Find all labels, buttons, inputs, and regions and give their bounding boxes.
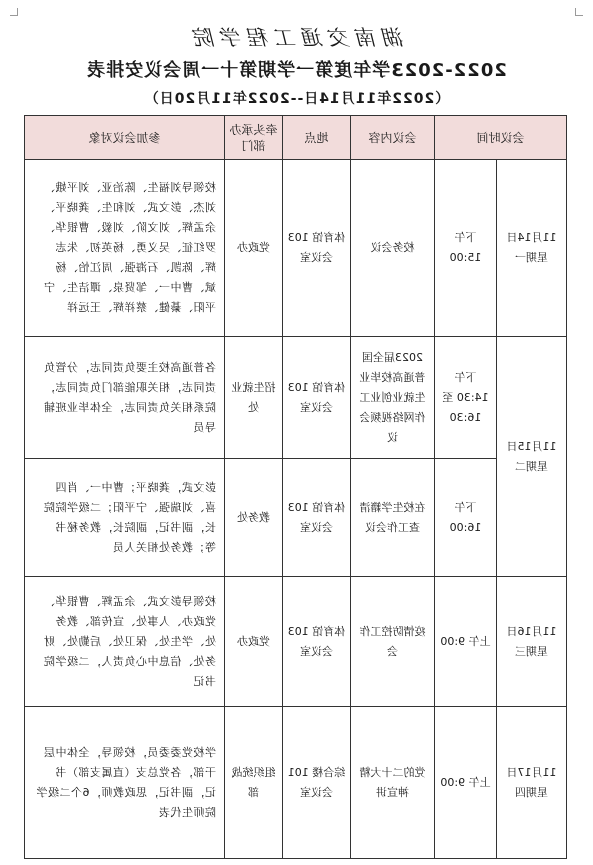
col-header-time: 会议时间 <box>434 116 566 160</box>
day-cell: 11月17日 星期四 <box>497 707 567 859</box>
col-header-dept: 牵头承办部门 <box>224 116 282 160</box>
dept-cell: 招生就业处 <box>224 337 282 459</box>
dept-cell: 党政办 <box>224 160 282 337</box>
table-row <box>24 577 566 707</box>
content-cell: 校务会议 <box>350 160 434 337</box>
location-cell: 综合楼 101 会议室 <box>282 707 350 859</box>
col-header-attendees: 参加会议对象 <box>24 116 224 160</box>
header-row <box>24 116 566 160</box>
dept-cell: 教务处 <box>224 459 282 577</box>
col-header-content: 会议内容 <box>350 116 434 160</box>
schedule-table <box>24 115 567 859</box>
dept-cell: 党政办 <box>224 577 282 707</box>
dept-cell: 组织统战部 <box>224 707 282 859</box>
table-row <box>24 337 566 459</box>
time-cell: 下午 15:00 <box>434 160 496 337</box>
day-cell: 11月14日 星期一 <box>497 160 567 337</box>
day-cell: 11月16日 星期三 <box>497 577 567 707</box>
table-row <box>24 459 566 577</box>
attendees-cell: 彭文武，龚晓平；曹中一、肖四喜、刘瑞强、宁平阳；二级学院院长，副书记，副院长，教务秘书等；教务处相关人员 <box>24 459 224 577</box>
date-range: （2022年11月14日--2022年11月20日） <box>143 91 450 107</box>
content-cell: 疫情防控工作会 <box>350 577 434 707</box>
location-cell: 体育馆 103 会议室 <box>282 577 350 707</box>
time-cell: 上午 9:00 <box>434 577 496 707</box>
attendees-cell: 各普通高校主要负责同志，分管负责同志，相关职能部门负责同志，院系相关负责同志，全体毕业班辅导员 <box>24 337 224 459</box>
table-row <box>24 707 566 859</box>
attendees-cell: 校领导彭文武、余孟辉、曹银华、党政办、人事处、宣传部、教务处、学生处、保卫处、后勤处、财务处、信息中心负责人，二级学院书记 <box>24 577 224 707</box>
col-header-location: 地点 <box>282 116 350 160</box>
time-cell: 上午 9:00 <box>434 707 496 859</box>
table-row <box>24 160 566 337</box>
location-cell: 体育馆 103 会议室 <box>282 337 350 459</box>
school-name: 湖南交通工程学院 <box>188 26 405 50</box>
day-cell: 11月15日 星期二 <box>497 337 567 577</box>
content-cell: 党的二十大精神宣讲 <box>350 707 434 859</box>
time-cell: 下午 16:00 <box>434 459 496 577</box>
content-cell: 在校生学籍清查工作会议 <box>350 459 434 577</box>
location-cell: 体育馆 103 会议室 <box>282 459 350 577</box>
content-cell: 2023届全国普通高校毕业生就业创业工作网络视频会议 <box>350 337 434 459</box>
attendees-cell: 学校党委委员，校领导，全体中层干部，各党总支（直属支部）书记，副书记，思政教师，6个二级学院师生代表 <box>24 707 224 859</box>
page-title: 2022-2023学年度第一学期第十一周会议安排表 <box>86 60 507 81</box>
attendees-cell: 校领导刘福生、陈治亚、刘平娥、刘杰、彭文武、刘和生、龚晓平、余孟辉、刘文阶、刘毅、曹银华、罗红征、吴义勇、杨英初、朱志辉、陈凯、石海强、周江怡、杨斌、曹中一、邹贤泉、谭洁生、宁平阳、綦健、蔡祥辉、王远祥 <box>24 160 224 337</box>
location-cell: 体育馆 103 会议室 <box>282 160 350 337</box>
time-cell: 下午 14:30 至 16:30 <box>434 337 496 459</box>
